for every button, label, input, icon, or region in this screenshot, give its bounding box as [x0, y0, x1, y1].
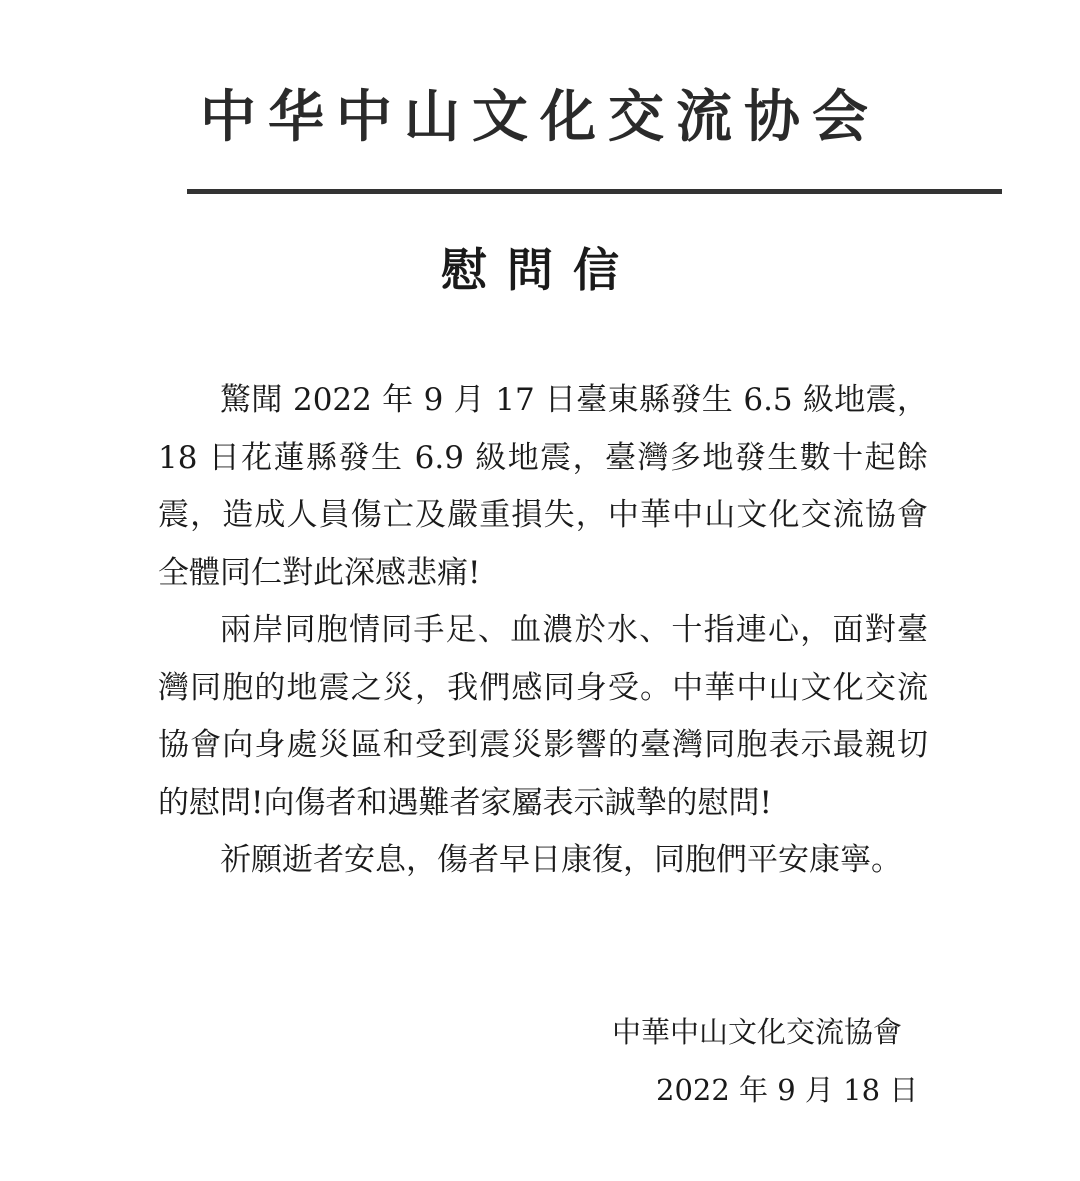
letter-title: 慰問信	[441, 243, 639, 297]
letterhead-divider	[187, 189, 1002, 194]
paragraph: 兩岸同胞情同手足、血濃於水、十指連心，面對臺灣同胞的地震之災，我們感同身受。中華中山文化交流協會向身處災區和受到震災影響的臺灣同胞表示最親切的慰問!向傷者和遇難者家屬表示誠摯的慰問!	[158, 612, 928, 821]
paragraph: 驚聞 2022 年 9 月 17 日臺東縣發生 6.5 級地震， 18 日花蓮縣發生 6.9 級地震，臺灣多地發生數十起餘震，造成人員傷亡及嚴重損失，中華中山文化交流協會全體同仁對此深感悲痛!	[158, 382, 928, 591]
letter-body	[158, 372, 928, 890]
letterhead-title: 中华中山文化交流协会	[200, 85, 880, 150]
signature-organization: 中華中山文化交流協會	[612, 1015, 903, 1049]
paragraph: 祈願逝者安息，傷者早日康復，同胞們平安康寧。	[220, 842, 902, 878]
signature-date: 2022 年 9 月 18 日	[656, 1073, 919, 1107]
